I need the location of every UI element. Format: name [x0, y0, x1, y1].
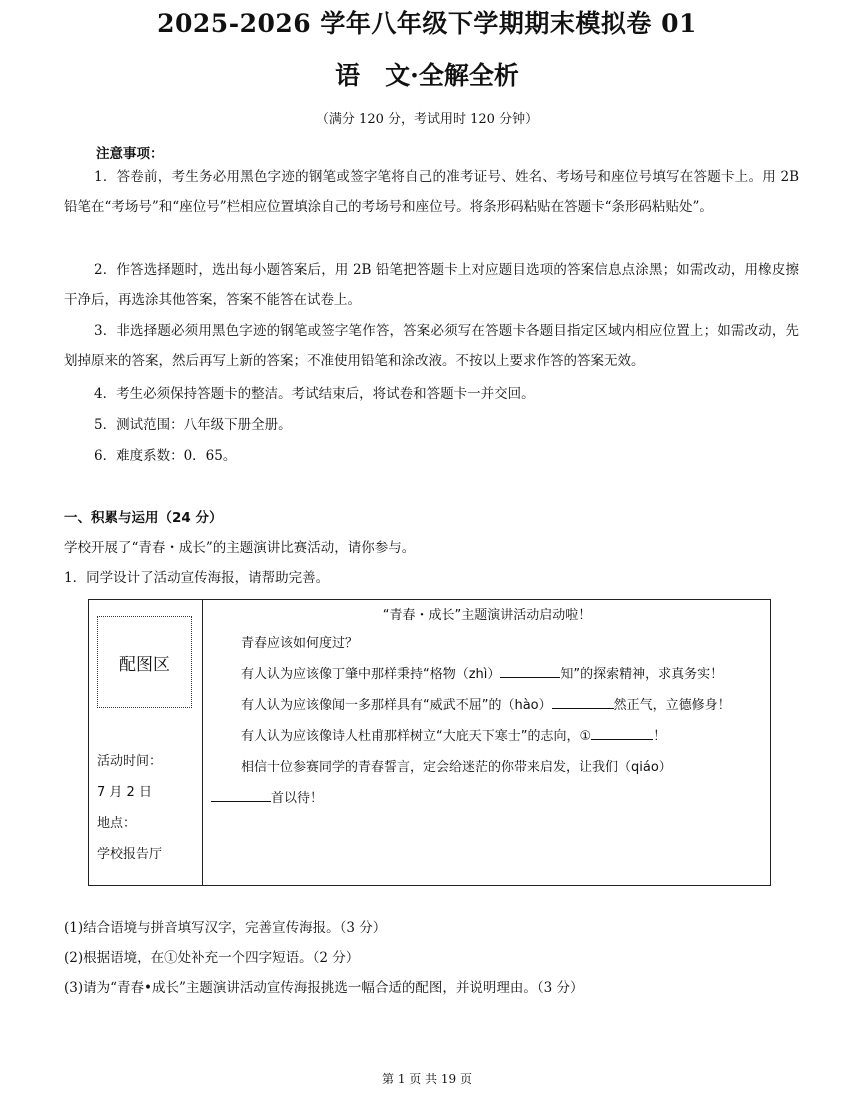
- fill-blank-4[interactable]: [211, 787, 271, 802]
- section-intro: 学校开展了“青春・成长”的主题演讲比赛活动，请你参与。: [64, 540, 416, 556]
- poster-divider: [202, 600, 203, 885]
- poster-line-5: [211, 752, 763, 783]
- poster-content: [211, 604, 763, 814]
- poster-line-3: [211, 690, 763, 721]
- poster-table: [88, 599, 771, 886]
- poster-line-2: [211, 659, 763, 690]
- fill-blank-1[interactable]: [500, 663, 560, 678]
- question-1: 1．同学设计了活动宣传海报，请帮助完善。: [64, 570, 330, 586]
- fill-blank-2[interactable]: [552, 694, 614, 709]
- exam-info: （满分 120 分，考试用时 120 分钟）: [315, 112, 539, 127]
- subquestion-2: (2)根据语境，在①处补充一个四字短语。（2 分）: [64, 950, 360, 966]
- note-item-4: 4．考生必须保持答题卡的整洁。考试结束后，将试卷和答题卡一并交回。: [94, 386, 535, 402]
- image-area-label: 配图区: [119, 654, 170, 675]
- fill-blank-3[interactable]: [591, 725, 653, 740]
- image-area-placeholder: [97, 616, 192, 708]
- section-heading: 一、积累与运用（24 分）: [64, 510, 223, 526]
- place-label: 地点：: [97, 816, 137, 831]
- poster-line-2-b: 知”的探索精神，求真务实！: [560, 667, 724, 682]
- poster-line-3-b: 然正气，立德修身！: [613, 698, 731, 713]
- note-item-6: 6．难度系数：0．65。: [94, 448, 237, 464]
- subquestion-3: (3)请为“青春•成长”主题演讲活动宣传海报挑选一幅合适的配图，并说明理由。（3 分）: [64, 980, 584, 996]
- note-item-2: 2．作答选择题时，选出每小题答案后，用 2B 铅笔把答题卡上对应题目选项的答案信息点涂黑；如需改动，用橡皮擦干净后，再选涂其他答案，答案不能答在试卷上。: [64, 262, 799, 308]
- exam-subtitle: 语 文·全解全析: [335, 61, 519, 90]
- note-item-5: 5．测试范围：八年级下册全册。: [94, 417, 292, 433]
- place-value: 学校报告厅: [97, 847, 163, 862]
- exam-title: 2025-2026 学年八年级下学期期末模拟卷 01: [157, 9, 697, 38]
- time-value: 7 月 2 日: [97, 785, 152, 800]
- poster-line-2-a: 有人认为应该像丁肇中那样秉持“格物（zhì）: [241, 667, 501, 682]
- notes-heading: 注意事项：: [96, 146, 164, 162]
- time-label: 活动时间：: [97, 754, 163, 769]
- poster-line-6-b: 首以待！: [271, 791, 324, 806]
- poster-line-3-a: 有人认为应该像闻一多那样具有“威武不屈”的（hào）: [241, 698, 552, 713]
- poster-line-1: 青春应该如何度过？: [241, 636, 359, 651]
- poster-title: “青春・成长”主题演讲活动启动啦！: [382, 608, 592, 623]
- poster-line-6: [211, 783, 763, 814]
- poster-line-4: [211, 721, 763, 752]
- page-footer: 第 1 页 共 19 页: [382, 1072, 472, 1086]
- note-item-1: 1．答卷前，考生务必用黑色字迹的钢笔或签字笔将自己的准考证号、姓名、考场号和座位号填写在答题卡上。用 2B 铅笔在“考场号”和“座位号”栏相应位置填涂自己的考场号和座位号。将条形码粘贴在答题卡“条形码粘贴处”。: [64, 169, 799, 215]
- subquestion-1: (1)结合语境与拼音填写汉字，完善宣传海报。（3 分）: [64, 920, 387, 936]
- poster-line-5-text: 相信十位参赛同学的青春誓言，定会给迷茫的你带来启发，让我们（qiáo）: [241, 760, 672, 775]
- poster-line-4-b: ！: [653, 729, 667, 744]
- note-item-3: 3．非选择题必须用黑色字迹的钢笔或签字笔作答，答案必须写在答题卡各题目指定区域内相应位置上；如需改动，先划掉原来的答案，然后再写上新的答案；不准使用铅笔和涂改液。不按以上要求作答的答案无效。: [64, 323, 799, 369]
- poster-line-4-a: 有人认为应该像诗人杜甫那样树立“大庇天下寒士”的志向，①: [241, 729, 592, 744]
